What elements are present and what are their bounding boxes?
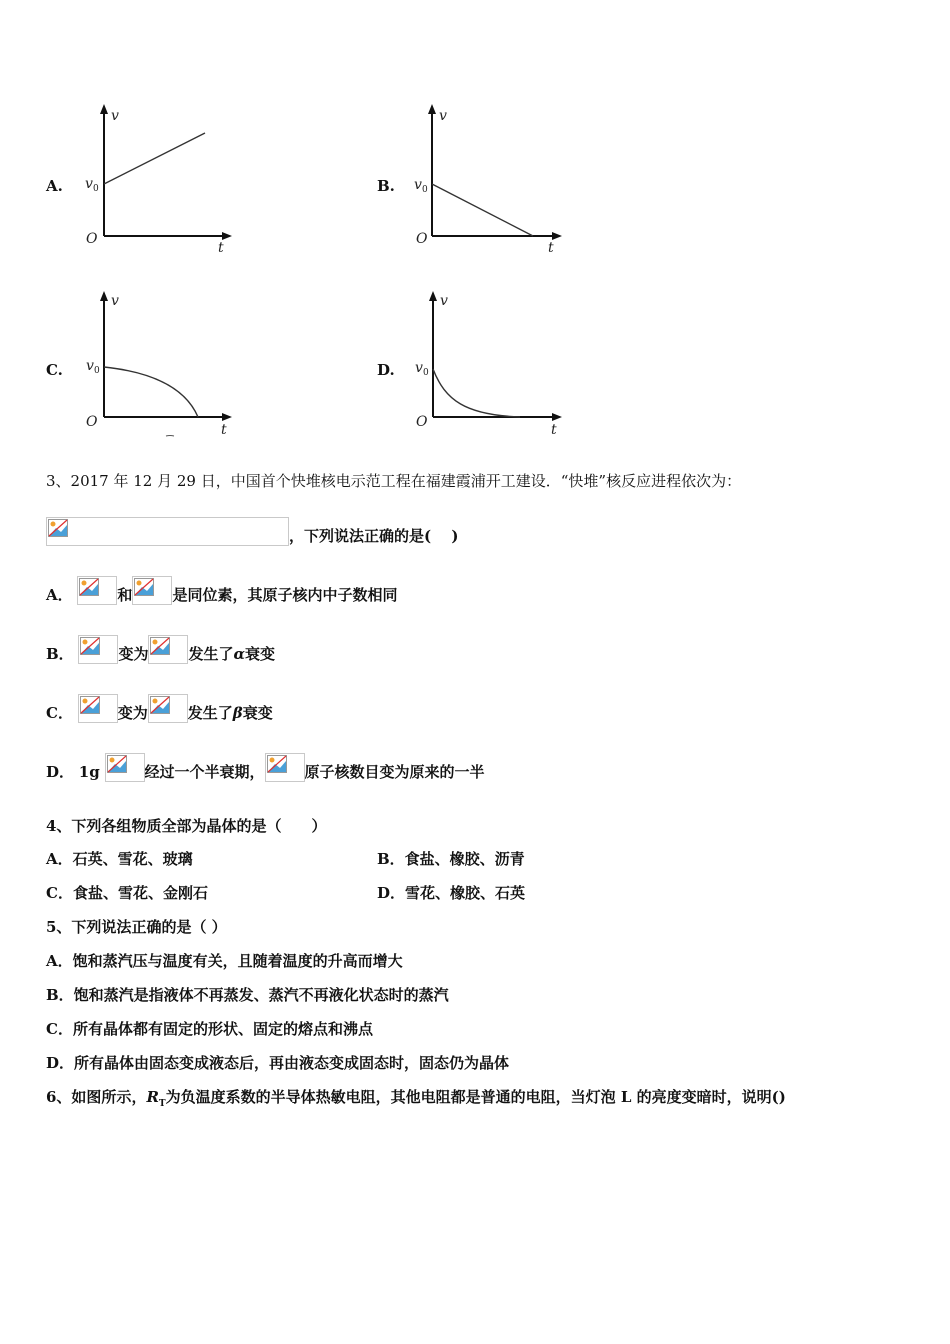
q3-c-image-1: [78, 694, 118, 723]
q4-option-a: A．石英、雪花、玻璃: [46, 850, 193, 868]
graph-c-v-label: v: [111, 293, 119, 309]
graph-c-curve: [104, 367, 198, 417]
graph-d-v0-sub: 0: [423, 368, 429, 378]
q3-b-text-pre: 发生了: [188, 645, 234, 663]
graph-a-v0-sub: 0: [93, 184, 99, 194]
q3-b-symbol: α: [233, 645, 246, 663]
graph-b-origin: O: [416, 231, 428, 247]
graph-d-v0-label: v: [415, 360, 423, 376]
graph-c-y-arrow: [100, 291, 108, 301]
q3-c-text-post: 衰变: [242, 704, 273, 722]
q6-symbol-sub: T: [158, 1099, 166, 1109]
q3-option-a: [46, 576, 397, 605]
image-placeholder-icon: [107, 755, 127, 773]
q5-option-b: B．饱和蒸汽是指液体不再蒸发、蒸汽不再液化状态时的蒸汽: [46, 986, 449, 1004]
graph-a-v0-label: v: [85, 176, 93, 192]
image-placeholder-icon: [150, 696, 170, 714]
image-placeholder-icon: [134, 578, 154, 596]
q3-a-text: 是同位素，其原子核内中子数相同: [172, 586, 398, 604]
q3-option-b: [46, 635, 275, 664]
graph-a-y-arrow: [100, 104, 108, 114]
graph-a: [80, 100, 280, 260]
q3-tail: ，下列说法正确的是( ): [289, 527, 459, 545]
q4-stem: 4、下列各组物质全部为晶体的是（ ）: [46, 817, 327, 835]
graph-c-v0-label: v: [86, 358, 94, 374]
q3-d-text: 原子核数目变为原来的一半: [304, 763, 485, 781]
graph-a-label: A.: [46, 177, 63, 195]
image-placeholder-icon: [150, 637, 170, 655]
q5-stem: 5、下列说法正确的是（ ）: [46, 918, 227, 936]
graph-d-curve: [433, 369, 520, 417]
graph-b: [410, 100, 610, 260]
q3-d-label: D．: [46, 763, 75, 781]
q4-option-c: C．食盐、雪花、金刚石: [46, 884, 208, 902]
graph-d-x-arrow: [552, 413, 562, 421]
q3-stem: 3、2017 年 12 月 29 日，中国首个快堆核电示范工程在福建霞浦开工建设．“快堆”核反应进程依次为：: [46, 472, 742, 490]
graph-b-v0-label: v: [414, 177, 422, 193]
q3-d-mass: 1g: [78, 763, 100, 781]
graph-a-v-label: v: [111, 108, 119, 124]
q3-b-image-1: [78, 635, 118, 664]
q3-reaction-line: [46, 517, 458, 546]
graph-b-v0-sub: 0: [422, 185, 428, 195]
q3-b-image-2: [148, 635, 188, 664]
graph-b-v-label: v: [439, 108, 447, 124]
graph-b-y-arrow: [428, 104, 436, 114]
graph-d-label: D.: [377, 361, 395, 379]
image-placeholder-icon: [48, 519, 68, 537]
q3-c-label: C．: [46, 704, 73, 722]
q3-option-c: [46, 694, 273, 723]
q3-b-text-post: 衰变: [245, 645, 276, 663]
q3-reaction-image: [46, 517, 289, 546]
q3-a-image-1: [77, 576, 117, 605]
graph-a-origin: O: [86, 231, 98, 247]
graph-a-t-label: t: [218, 240, 224, 256]
image-placeholder-icon: [80, 637, 100, 655]
q3-a-label: A．: [46, 586, 73, 604]
graph-b-x-arrow: [552, 232, 562, 240]
image-placeholder-icon: [79, 578, 99, 596]
q3-c-symbol: β: [232, 704, 243, 722]
graph-c-label: C.: [46, 361, 63, 379]
q6-symbol: R: [146, 1088, 159, 1106]
q3-d-image-1: [105, 753, 145, 782]
graph-c-v0-sub: 0: [94, 366, 100, 376]
graph-d-v-label: v: [440, 293, 448, 309]
graph-d-t-label: t: [551, 422, 557, 438]
graph-b-t-label: t: [548, 240, 554, 256]
graph-c-origin: O: [86, 414, 98, 430]
q3-option-d: [46, 753, 485, 782]
graph-c-x-arrow: [222, 413, 232, 421]
graph-a-x-arrow: [222, 232, 232, 240]
q3-a-join: 和: [117, 586, 133, 604]
q3-b-join: 变为: [118, 645, 149, 663]
graph-b-label: B.: [377, 177, 395, 195]
q5-option-c: C．所有晶体都有固定的形状、固定的熔点和沸点: [46, 1020, 373, 1038]
graph-d-y-arrow: [429, 291, 437, 301]
image-placeholder-icon: [267, 755, 287, 773]
q3-c-text-pre: 发生了: [187, 704, 233, 722]
graph-c: [80, 285, 280, 445]
q3-d-image-2: [265, 753, 305, 782]
q5-option-a: A．饱和蒸汽压与温度有关，且随着温度的升高而增大: [46, 952, 403, 970]
graph-d: [410, 285, 610, 445]
q4-option-b: B．食盐、橡胶、沥青: [377, 850, 525, 868]
q6-post: 为负温度系数的半导体热敏电阻，其他电阻都是普通的电阻，当灯泡 L 的亮度变暗时，说明(): [165, 1088, 786, 1106]
image-placeholder-icon: [80, 696, 100, 714]
q6-pre: 6、如图所示，: [46, 1088, 147, 1106]
q3-d-join: 经过一个半衰期，: [144, 763, 265, 781]
graph-a-curve: [104, 133, 205, 184]
q5-option-d: D．所有晶体由固态变成液态后，再由液态变成固态时，固态仍为晶体: [46, 1054, 510, 1072]
q3-a-image-2: [132, 576, 172, 605]
q4-option-d: D．雪花、橡胶、石英: [377, 884, 526, 902]
q3-c-join: 变为: [117, 704, 148, 722]
graph-d-origin: O: [416, 414, 428, 430]
graph-c-t-label: t: [221, 422, 227, 438]
q6-stem: [46, 1086, 786, 1109]
q3-b-label: B．: [46, 645, 74, 663]
graph-c-mark: [166, 436, 174, 437]
graph-b-curve: [432, 184, 533, 236]
q3-c-image-2: [148, 694, 188, 723]
